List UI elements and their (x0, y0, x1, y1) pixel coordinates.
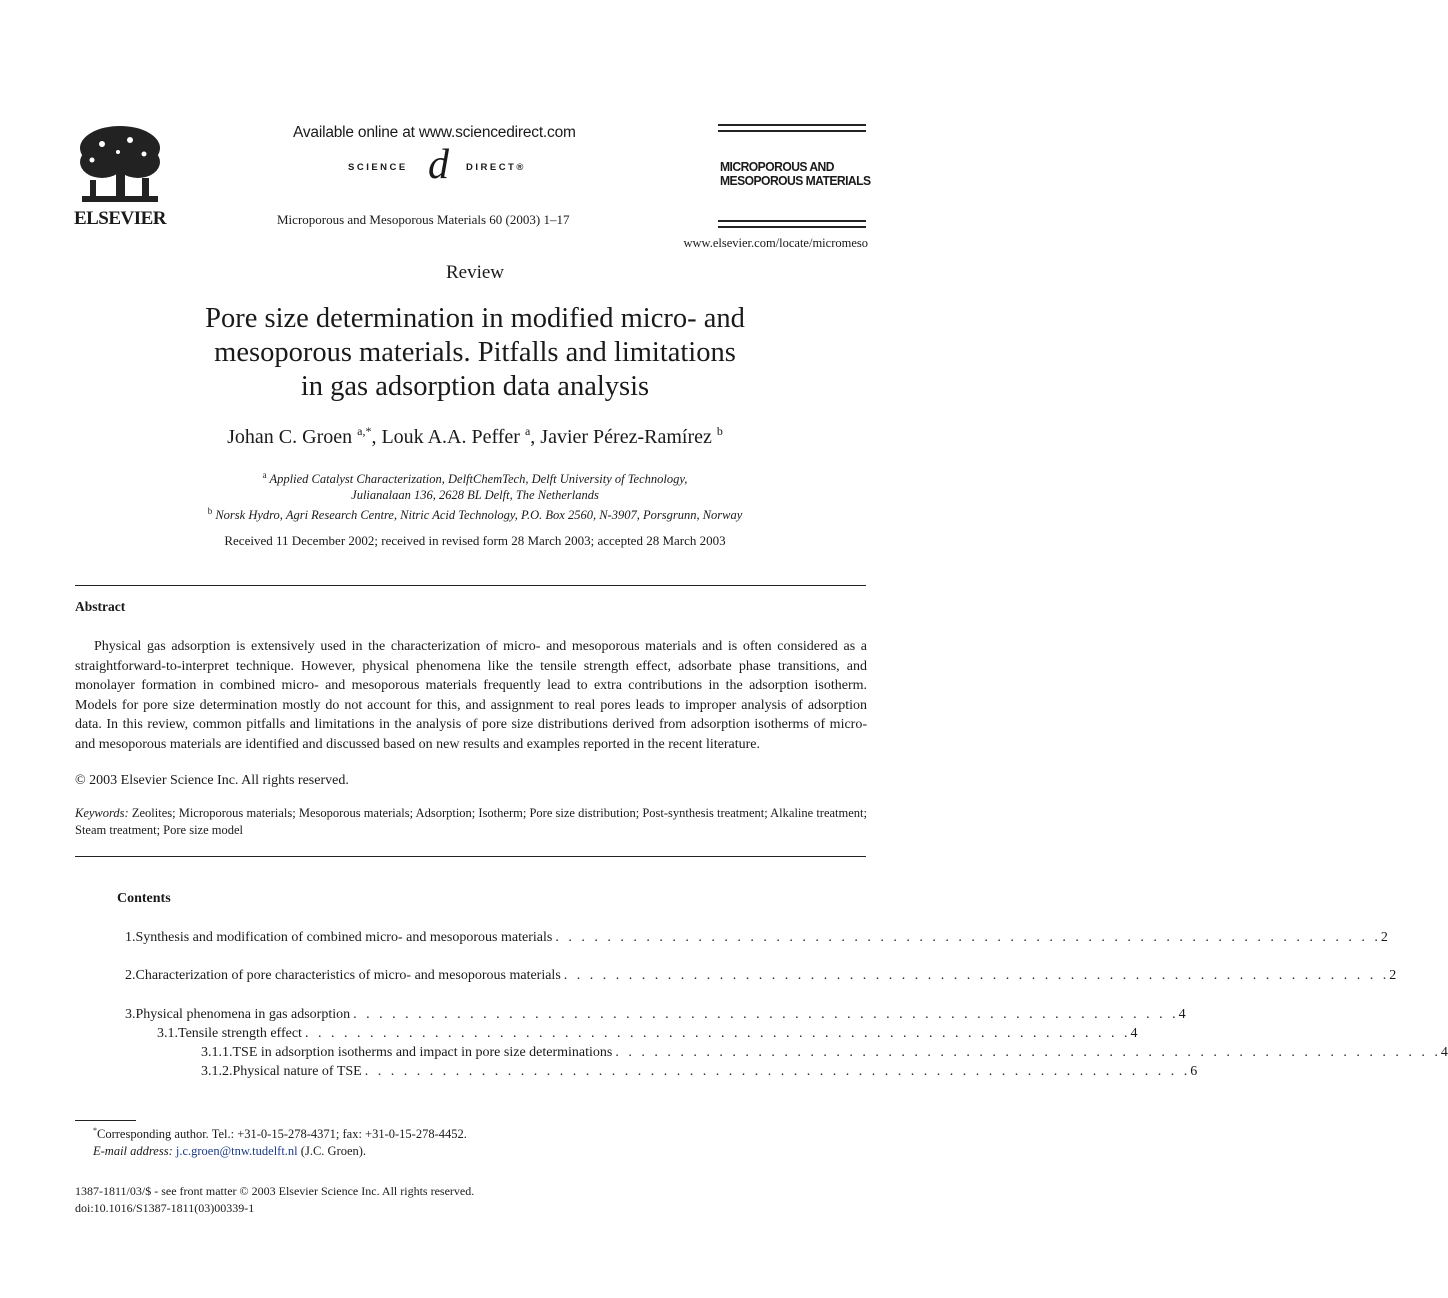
contents-heading: Contents (117, 891, 171, 906)
toc-entry[interactable]: 3. Physical phenomena in gas adsorption . . . . . . . . . . . . . . . . . . . . . . . . . . . . . . . . . . . . . . . . . . . . . . . . . . . . . . . . . . . . . . . . 4 (125, 1007, 1186, 1022)
article-title: Pore size determination in modified micro- and mesoporous materials. Pitfalls and limitations in gas adsorption data analysis (205, 303, 745, 402)
author-name[interactable]: Johan C. Groen (227, 426, 353, 448)
received-dates: Received 11 December 2002; received in revised form 28 March 2003; accepted 28 March 2003 (224, 533, 726, 548)
keywords: Keywords: Zeolites; Microporous materials; Mesoporous materials; Adsorption; Isotherm; Pore size distribution; Post-synthesis treatment; Alkaline treatment; Steam treatment; Pore size model (75, 806, 867, 837)
affiliation-a: $^a$ Applied Catalyst Characterization, DelftChemTech, Delft University of Technology, (262, 470, 688, 486)
doi-line[interactable]: doi:10.1016/S1387-1811(03)00339-1 (75, 1201, 255, 1215)
sd-at-mark: d (428, 142, 449, 188)
author-name[interactable]: Louk A.A. Peffer (381, 426, 520, 448)
corresponding-author-note: *Corresponding author. Tel.: +31-0-15-278-4371; fax: +31-0-15-278-4452. (93, 1126, 467, 1141)
section-divider (75, 585, 866, 586)
section-divider (75, 856, 866, 857)
header-rule (718, 124, 866, 126)
abstract-copyright: © 2003 Elsevier Science Inc. All rights reserved. (75, 773, 349, 788)
available-online-text: Available online at www.sciencedirect.com (293, 124, 576, 141)
journal-citation: Microporous and Mesoporous Materials 60 (2003) 1–17 (277, 212, 570, 227)
email-note: E-mail address: j.c.groen@tnw.tudelft.nl (J.C. Groen). (93, 1144, 367, 1158)
sd-science: SCIENCE (348, 162, 408, 173)
header-rule (718, 130, 866, 132)
toc-entry[interactable]: 1. Synthesis and modification of combined micro- and mesoporous materials . . . . . . . . . . . . . . . . . . . . . . . . . . . . . . . . . . . . . . . . . . . . . . . . . . . . . . . . . . . . . . . . 2 (125, 930, 1388, 945)
sciencedirect-logo (348, 142, 548, 190)
abstract-heading: Abstract (75, 599, 126, 614)
toc-entry[interactable]: 3.1. Tensile strength effect . . . . . . . . . . . . . . . . . . . . . . . . . . . . . . . . . . . . . . . . . . . . . . . . . . . . . . . . . . . . . . . . 4 (157, 1026, 1138, 1041)
toc-entry[interactable]: 3.1.1. TSE in adsorption isotherms and impact in pore size determinations . . . . . . . . . . . . . . . . . . . . . . . . . . . . . . . . . . . . . . . . . . . . . . . . . . . . . . . . . . . . . . . . 4 (201, 1045, 1448, 1060)
toc-entry[interactable]: 2. Characterization of pore characteristics of micro- and mesoporous materials . . . . . . . . . . . . . . . . . . . . . . . . . . . . . . . . . . . . . . . . . . . . . . . . . . . . . . . . . . . . . . . . 2 (125, 968, 1397, 983)
footnote-rule (75, 1120, 136, 1121)
journal-url[interactable]: www.elsevier.com/locate/micromeso (683, 236, 868, 250)
author-list: Johan C. Groen $^{a,*}$, Louk A.A. Peffer $^a$, Javier Pérez-Ramírez $^b$ (227, 424, 723, 448)
email-link[interactable]: j.c.groen@tnw.tudelft.nl (175, 1144, 298, 1158)
header-rule (718, 226, 866, 228)
affiliation-a-address: Julianalaan 136, 2628 BL Delft, The Netherlands (351, 488, 599, 502)
author-name[interactable]: Javier Pérez-Ramírez (540, 426, 712, 448)
toc-entry[interactable]: 3.1.2. Physical nature of TSE . . . . . . . . . . . . . . . . . . . . . . . . . . . . . . . . . . . . . . . . . . . . . . . . . . . . . . . . . . . . . . . . 6 (201, 1064, 1198, 1079)
sd-direct: DIRECT® (466, 162, 526, 173)
article-type: Review (445, 262, 505, 283)
header-rule (718, 220, 866, 222)
elsevier-wordmark: ELSEVIER (73, 208, 167, 229)
affiliation-b: $^b$ Norsk Hydro, Agri Research Centre, Nitric Acid Technology, P.O. Box 2560, N-3907, Porsgrunn, Norway (207, 506, 743, 522)
abstract-body: Physical gas adsorption is extensively used in the characterization of micro- and mesoporous materials and is often considered as a straightforward-to-interpret technique. However, physical phenomena like the tensile strength effect, adsorbate phase transitions, and monolayer formation in combined micro- and mesoporous materials frequently lead to extra contributions in the adsorption isotherm. Models for pore size determination mostly do not account for this, and assignment to real pores leads to improper analysis of adsorption data. In this review, common pitfalls and limitations in the analysis of pore size distributions derived from adsorption isotherms of micro- and mesoporous materials are identified and discussed based on new results and examples reported in the recent literature. (75, 639, 867, 752)
issn-line: 1387-1811/03/$ - see front matter © 2003 Elsevier Science Inc. All rights reserved. (75, 1184, 475, 1198)
journal-title: MICROPOROUS AND MESOPOROUS MATERIALS (720, 159, 871, 188)
